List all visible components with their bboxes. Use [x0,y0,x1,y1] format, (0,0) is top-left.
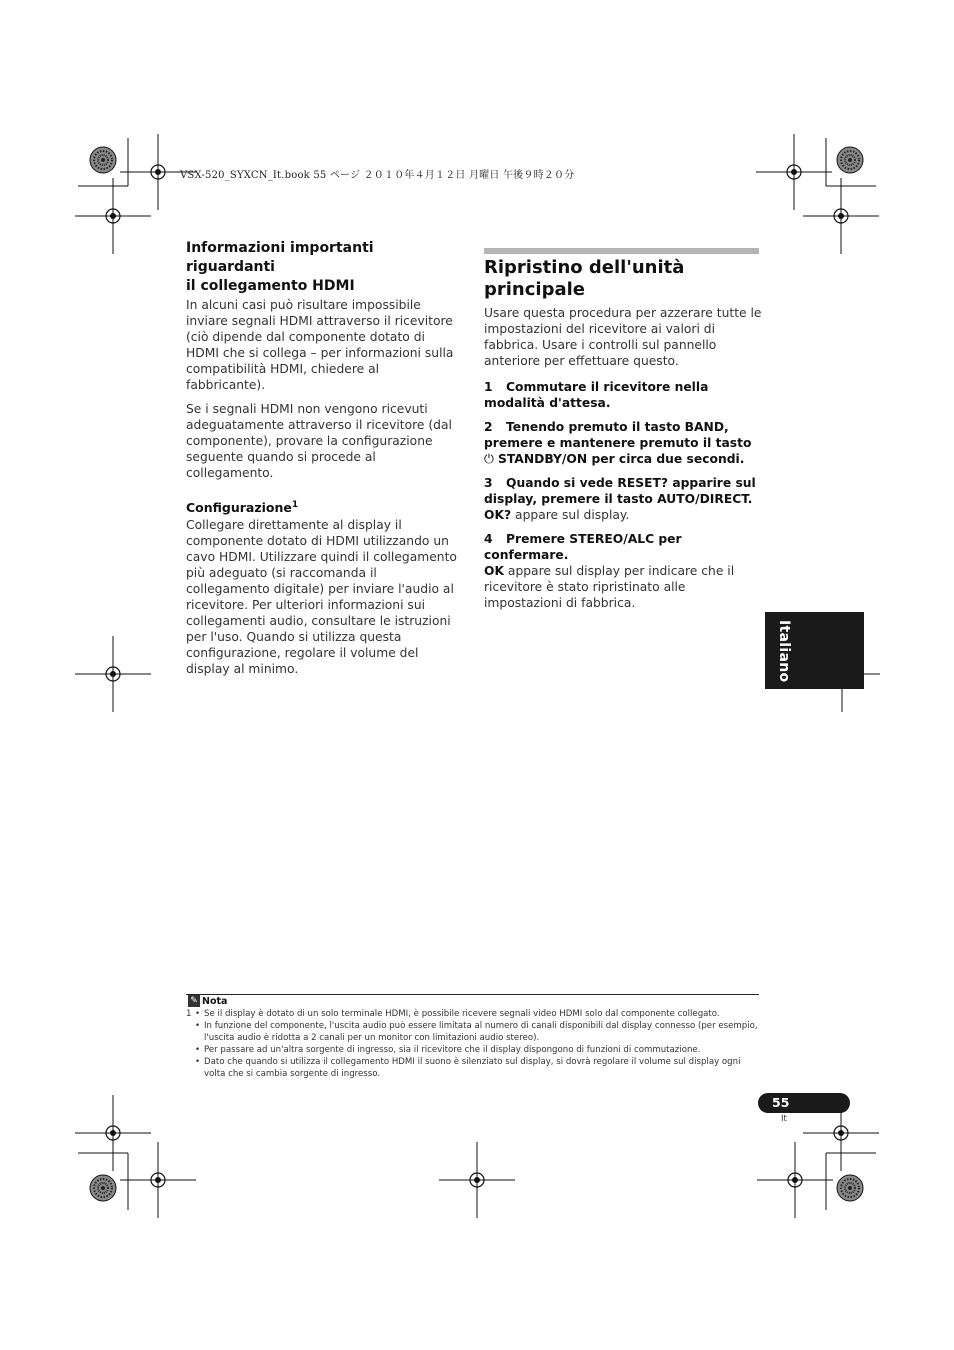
book-header-line: VSX-520_SYXCN_It.book 55 ページ ２０１０年４月１２日 月曜日 午後９時２０分 [180,170,575,181]
note-item: 1 • Se il display è dotato di un solo terminale HDMI, è possibile ricevere segnali video HDMI solo dal componente collegato. [186,1009,720,1019]
power-icon: ⏻ [484,452,494,466]
reset-intro: Usare questa procedura per azzerare tutte le impostazioni del ricevitore ai valori di fabbrica. Usare i controlli sul pannello anteriore per effettuare questo. [484,306,762,368]
crosshair-mark [75,1095,151,1171]
right-column [484,257,762,619]
starburst-mark-top-left [90,147,116,173]
crosshair-mark [803,178,879,254]
crosshair-mark [756,134,832,210]
step-2: 2 Tenendo premuto il tasto BAND, premere e mantenere premuto il tasto ⏻ STANDBY/ON per circa due secondi. [484,420,752,466]
note-item: • In funzione del componente, l'uscita audio può essere limitata al numero di canali disponibili dal display connesso (per esempio, l'uscita audio è ridotta a 2 canali per un monitor con limitazioni audio stereo). [195,1021,758,1043]
starburst-mark-bottom-left [90,1175,116,1201]
crosshair-mark [439,1142,515,1218]
page-language-code: It [781,1114,787,1124]
notes-divider [186,994,759,995]
language-tab [765,612,864,689]
step-4: 4 Premere STEREO/ALC per confermare. OK appare sul display per indicare che il ricevitore è stato ripristinato alle impostazioni di fabbrica. [484,532,735,610]
configuration-paragraph: Collegare direttamente al display il componente dotato di HDMI utilizzando un cavo HDMI. Utilizzare quindi il collegamento più adeguato (si raccomanda il collegamento digitale) per inviare l'audio al ricevitore. Per ulteriori informazioni sui collegamenti audio, consultare le istruzioni per l'uso. Quando si utilizza questa configurazione, regolare il volume del display al minimo. [186,518,457,677]
starburst-mark-top-right [837,147,863,173]
note-item: • Dato che quando si utilizza il collegamento HDMI il suono è silenziato sul display, si dovrà regolare il volume sul display ogni volta che si cambia sorgente di ingresso. [195,1057,741,1079]
note-item: • Per passare ad un'altra sorgente di ingresso, sia il ricevitore che il display dispongono di funzioni di commutazione. [195,1045,701,1055]
crosshair-mark [75,636,151,712]
left-column [186,239,461,685]
step-3: 3 Quando si vede RESET? apparire sul display, premere il tasto AUTO/DIRECT. OK? appare sul display. [484,476,756,522]
hdmi-info-paragraph: Se i segnali HDMI non vengono ricevuti adeguatamente attraverso il ricevitore (dal componente), provare la configurazione seguente quando si procede al collegamento. [186,402,452,480]
crosshair-mark [757,1142,833,1218]
section-title-bar [484,248,759,254]
notes-label: Nota [202,995,228,1007]
page-number: 55 [772,1095,790,1110]
crosshair-mark [75,178,151,254]
crosshair-mark [120,1142,196,1218]
notes-header [188,995,227,1007]
step-1: 1 Commutare il ricevitore nella modalità d'attesa. [484,380,709,410]
page-number-badge [758,1093,850,1113]
notes-list [186,1008,761,1080]
hdmi-info-heading: Informazioni importanti riguardanti il collegamento HDMI [186,240,374,294]
starburst-mark-bottom-right [837,1175,863,1201]
reset-section-title: Ripristino dell'unità principale [484,257,685,300]
language-tab-label: Italiano [776,620,792,683]
footnote-ref: 1 [291,500,299,510]
configuration-heading: Configurazione$^1$ [186,500,299,516]
note-icon: ✎ [188,995,200,1007]
hdmi-info-paragraph: In alcuni casi può risultare impossibile inviare segnali HDMI attraverso il ricevitore (ciò dipende dal componente dotato di HDMI che si collega – per informazioni sulla compatibilità HDMI, chiedere al fabbricante). [186,298,454,392]
